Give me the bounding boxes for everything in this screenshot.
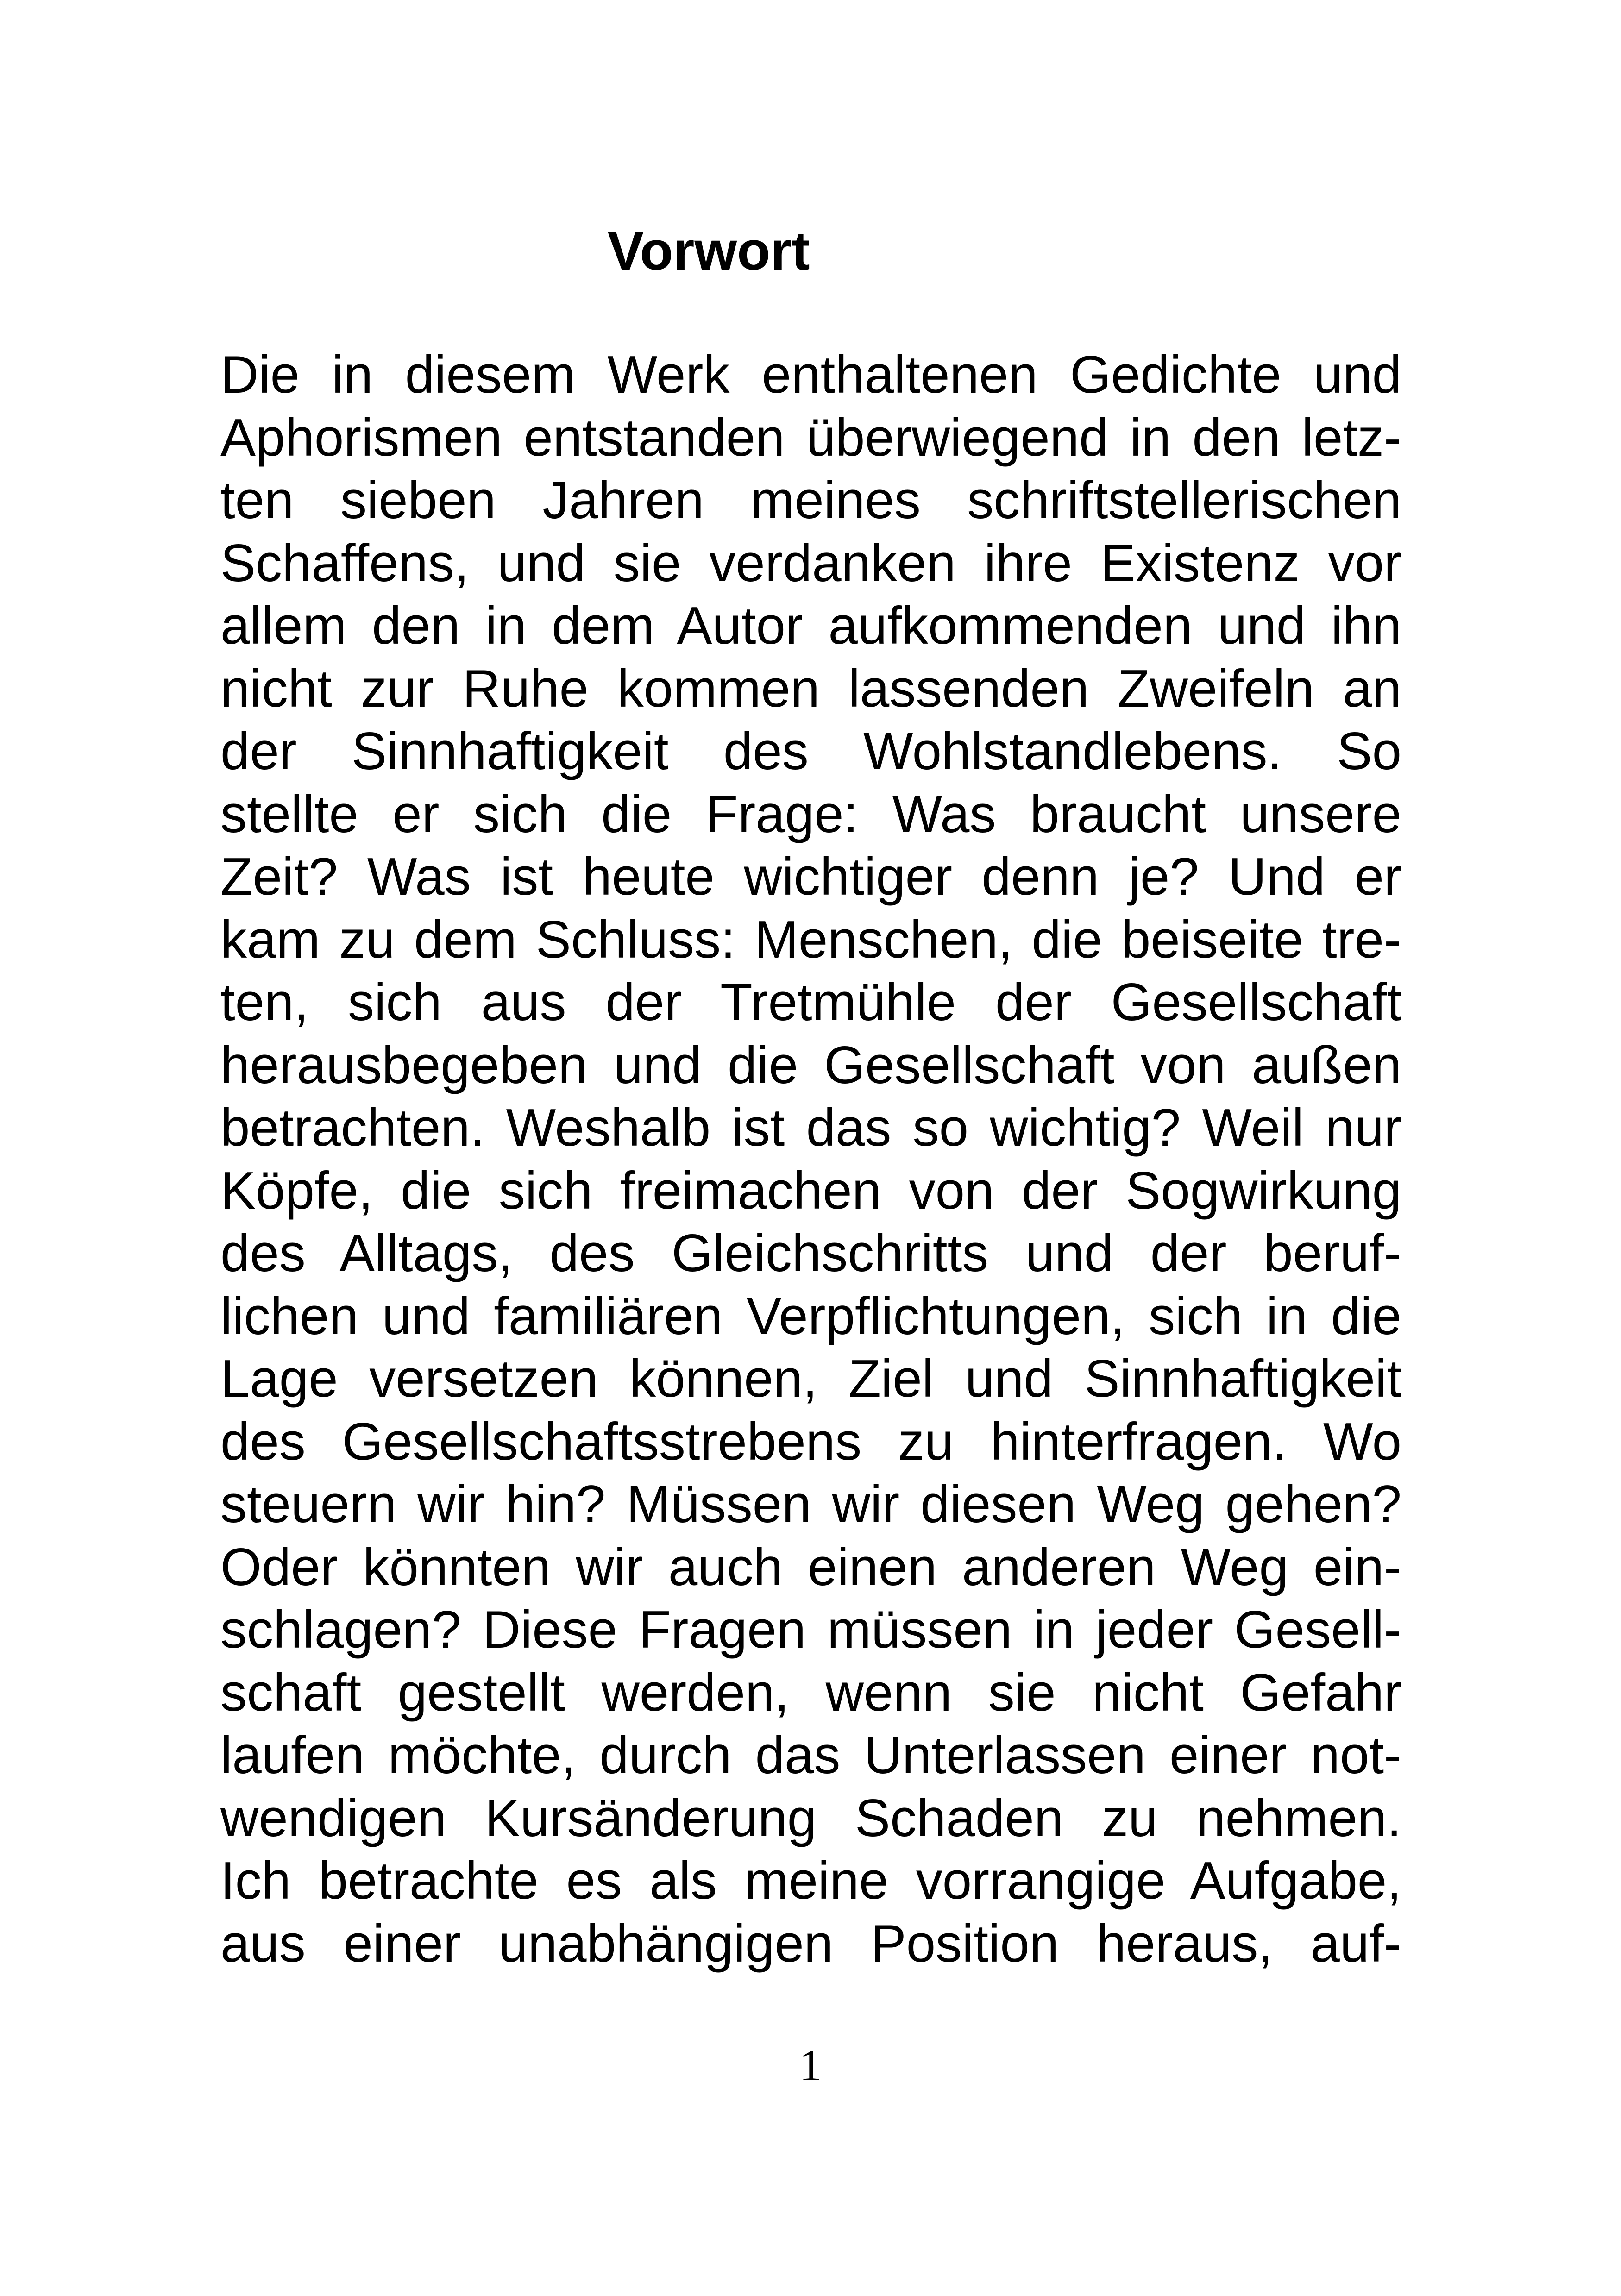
text-line: Aphorismen entstanden überwiegend in den letz- [220, 408, 1401, 467]
text-line: nicht zur Ruhe kommen lassenden Zweifeln an [220, 659, 1401, 718]
text-line: des Gesellschaftsstrebens zu hinterfragen. Wo [220, 1412, 1401, 1471]
page-number: 1 [799, 2040, 822, 2090]
body-text [220, 344, 1401, 1975]
text-line: Ich betrachte es als meine vorrangige Aufgabe, [220, 1851, 1401, 1910]
text-line: aus einer unabhängigen Position heraus, auf- [220, 1914, 1401, 1973]
text-line: wendigen Kursänderung Schaden zu nehmen. [220, 1788, 1401, 1848]
text-line: schlagen? Diese Fragen müssen in jeder Gesell- [220, 1600, 1401, 1659]
text-line: Die in diesem Werk enthaltenen Gedichte und [220, 345, 1401, 404]
text-line: Zeit? Was ist heute wichtiger denn je? Und er [220, 847, 1401, 906]
text-line: Schaffens, und sie verdanken ihre Existenz vor [220, 533, 1401, 593]
text-line: stellte er sich die Frage: Was braucht unsere [220, 784, 1401, 844]
text-line: betrachten. Weshalb ist das so wichtig? Weil nur [220, 1098, 1401, 1157]
text-line: kam zu dem Schluss: Menschen, die beiseite tre- [220, 910, 1401, 969]
text-line: der Sinnhaftigkeit des Wohlstandlebens. So [220, 722, 1401, 781]
text-line: steuern wir hin? Müssen wir diesen Weg gehen? [220, 1475, 1401, 1534]
text-line: Köpfe, die sich freimachen von der Sogwirkung [220, 1161, 1401, 1220]
text-line: laufen möchte, durch das Unterlassen einer not- [220, 1726, 1401, 1785]
text-line: Lage versetzen können, Ziel und Sinnhaftigkeit [220, 1349, 1401, 1408]
text-line: allem den in dem Autor aufkommenden und ihn [220, 596, 1401, 655]
text-line: herausbegeben und die Gesellschaft von außen [220, 1035, 1401, 1095]
page-title: Vorwort [607, 220, 810, 282]
text-line: schaft gestellt werden, wenn sie nicht Gefahr [220, 1663, 1401, 1722]
text-line: ten, sich aus der Tretmühle der Gesellschaft [220, 973, 1401, 1032]
text-line: ten sieben Jahren meines schriftstellerischen [220, 471, 1401, 530]
text-line: Oder könnten wir auch einen anderen Weg ein- [220, 1537, 1401, 1597]
text-line: lichen und familiären Verpflichtungen, sich in die [220, 1286, 1401, 1346]
text-line: des Alltags, des Gleichschritts und der beruf- [220, 1224, 1401, 1283]
